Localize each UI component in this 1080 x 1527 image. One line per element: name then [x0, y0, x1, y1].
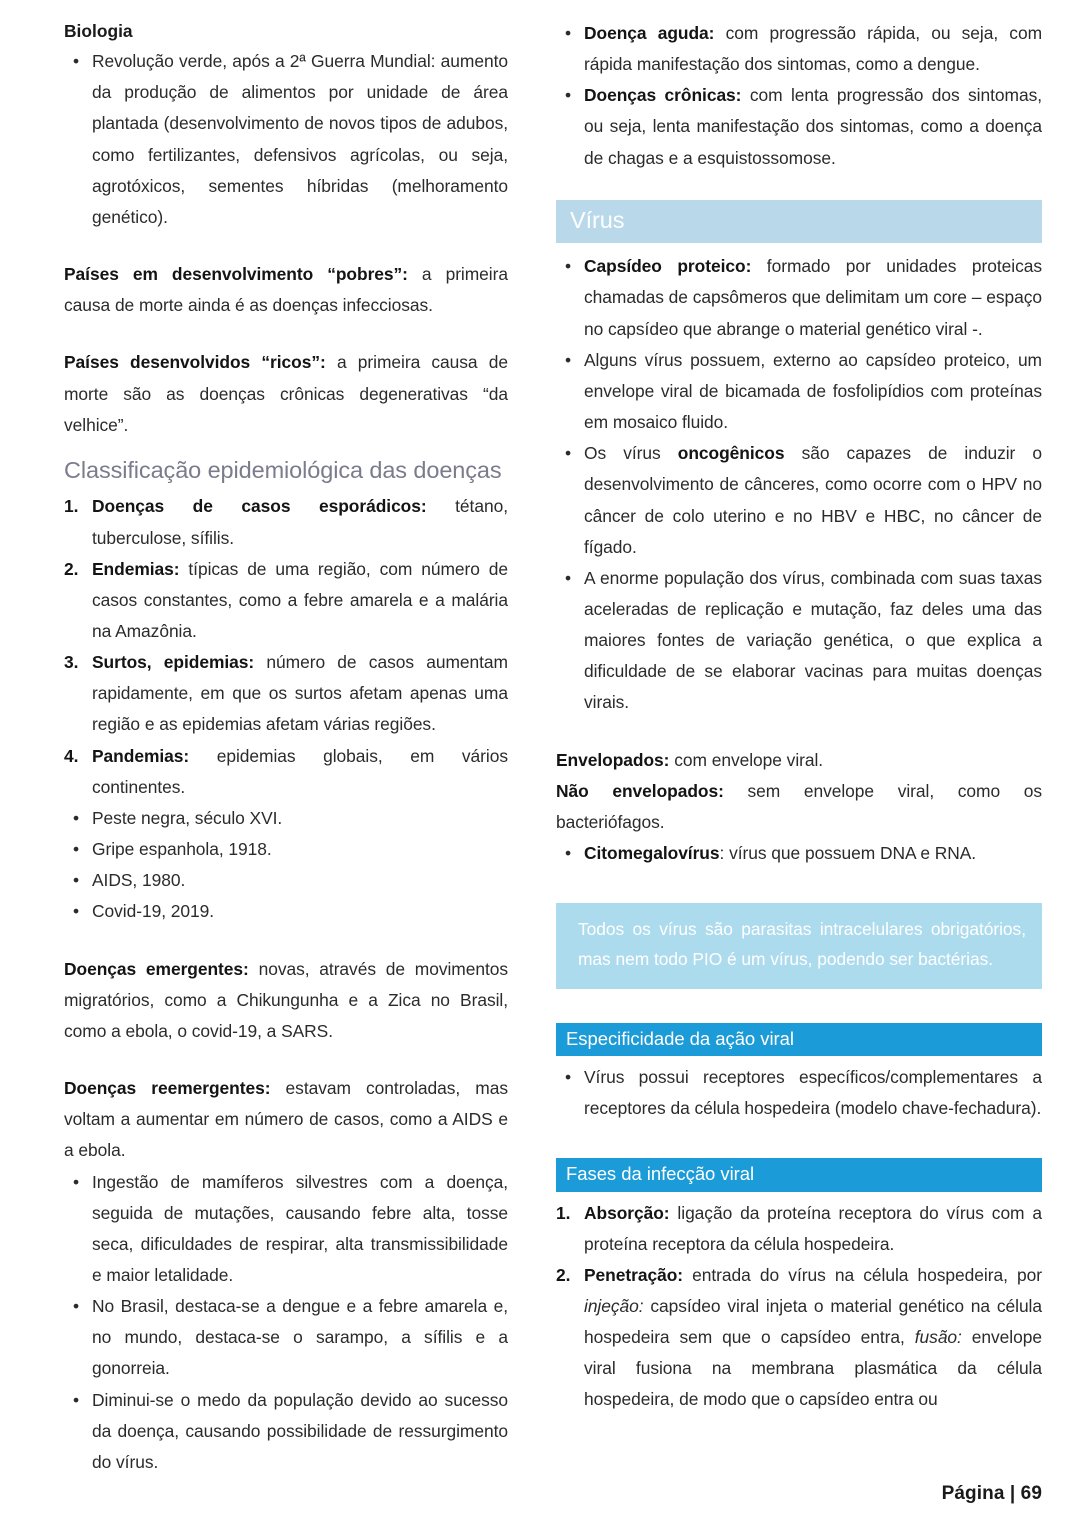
nonenveloped-paragraph: [556, 776, 1042, 838]
spacer: [556, 1124, 1042, 1158]
item-number: 3.: [64, 652, 79, 673]
specificity-text: Vírus possui receptores específicos/complementares a receptores da célula hospedeira (modelo chave-fechadura).: [584, 1067, 1042, 1119]
phase-italic-fusao: fusão:: [914, 1327, 962, 1348]
item-text: epidemias globais, em vários continentes.: [92, 745, 508, 797]
spacer: [556, 719, 1042, 745]
bullet-glyph: •: [73, 807, 80, 828]
spacer: [556, 174, 1042, 200]
reemerging-text: estavam controladas, mas voltam a aumentar em número de casos, como a AIDS e a ebola.: [64, 1078, 508, 1161]
oncogenic-bullet: [556, 438, 1042, 563]
acute-label: Doença aguda:: [584, 23, 715, 43]
green-revolution-bullet: [64, 46, 508, 233]
bullet-glyph: •: [565, 567, 572, 588]
bullet-glyph: •: [73, 901, 80, 922]
phase-item-1: [556, 1198, 1042, 1260]
reemerging-bullet-text: Ingestão de mamíferos silvestres com a doença, seguida de mutações, causando febre alta, tosse seca, dificuldades de respirar, alta transmissibilidade e maior letalidade.: [92, 1171, 508, 1285]
poor-countries-paragraph: [64, 259, 508, 321]
item-label: Pandemias:: [92, 745, 190, 766]
bullet-glyph: •: [73, 1389, 80, 1410]
virus-section-banner: Vírus: [556, 200, 1042, 243]
virus-callout-box: Todos os vírus são parasitas intracelulares obrigatórios, mas nem todo PIO é um vírus, podendo ser bactérias.: [556, 903, 1042, 989]
bullet-glyph: •: [565, 843, 572, 864]
classification-item-4: [64, 741, 508, 803]
rich-countries-paragraph: [64, 347, 508, 440]
item-text: número de casos aumentam rapidamente, em que os surtos afetam apenas uma região e as epidemias afetam várias regiões.: [92, 652, 508, 735]
specificity-bullet: [556, 1062, 1042, 1124]
reemerging-bullet-text: No Brasil, destaca-se a dengue e a febre amarela e, no mundo, destaca-se o sarampo, a sífilis e a gonorreia.: [92, 1296, 508, 1379]
cmv-bullet: [556, 838, 1042, 869]
capsid-text: formado por unidades proteicas chamadas de capsômeros que delimitam um core – espaço no capsídeo que abrange o material genético viral -.: [584, 256, 1042, 339]
enveloped-text: com envelope viral.: [669, 749, 824, 770]
spacer: [556, 989, 1042, 1023]
pandemic-bullet-2: [64, 834, 508, 865]
pandemic-bullet-text: Covid-19, 2019.: [92, 901, 215, 922]
phase-number: 2.: [556, 1264, 571, 1285]
oncogenic-post: são capazes de induzir o desenvolvimento de cânceres, como ocorre com o HPV no câncer de colo uterino e no HBV e HBC, no câncer de fígado.: [584, 443, 1042, 557]
spacer: [556, 243, 1042, 251]
cmv-label: Citomegalovírus: [584, 843, 720, 864]
poor-countries-label: Países em desenvolvimento “pobres”:: [64, 264, 408, 285]
bullet-glyph: •: [73, 870, 80, 891]
nonenveloped-label: Não envelopados:: [556, 780, 724, 801]
reemerging-bullet-text: Diminui-se o medo da população devido ao sucesso da doença, causando possibilidade de ressurgimento do vírus.: [92, 1389, 508, 1472]
reemerging-bullet-2: [64, 1291, 508, 1384]
population-bullet: [556, 563, 1042, 719]
enveloped-paragraph: [556, 745, 1042, 776]
bullet-glyph: •: [565, 256, 572, 277]
item-label: Doenças de casos esporádicos:: [92, 496, 427, 517]
phase-text-c: envelope viral fusiona na membrana plasmática da célula hospedeira, de modo que o capsídeo entra ou: [584, 1327, 1042, 1410]
phase-text: ligação da proteína receptora do vírus com a proteína receptora da célula hospedeira.: [584, 1202, 1042, 1254]
chronic-disease-bullet: [556, 80, 1042, 173]
poor-countries-text: a primeira causa de morte ainda é as doenças infecciosas.: [64, 264, 508, 316]
bullet-glyph: •: [73, 1296, 80, 1317]
pandemic-bullet-text: Gripe espanhola, 1918.: [92, 839, 272, 860]
classification-item-3: [64, 647, 508, 740]
spacer: [556, 869, 1042, 903]
item-text: típicas de uma região, com número de casos constantes, como a febre amarela e a malária na Amazônia.: [92, 558, 508, 641]
item-number: 2.: [64, 558, 79, 579]
cmv-text: : vírus que possuem DNA e RNA.: [719, 843, 977, 864]
green-revolution-text: Revolução verde, após a 2ª Guerra Mundial: aumento da produção de alimentos por unidade de área plantada (desenvolvimento de novos tipos de adubos, como fertilizantes, defensivos agrícolas, ou seja, agrotóxicos, sementes híbridas (melhoramento genético).: [92, 51, 508, 227]
nonenveloped-text: sem envelope viral, como os bacteriófagos.: [556, 780, 1043, 832]
pandemic-bullet-1: [64, 803, 508, 834]
pandemic-bullet-text: AIDS, 1980.: [92, 870, 186, 891]
item-label: Endemias:: [92, 558, 180, 579]
reemerging-bullet-3: [64, 1385, 508, 1478]
chronic-label: Doenças crônicas:: [584, 85, 742, 106]
envelope-bullet: [556, 345, 1042, 438]
pandemic-bullet-4: [64, 896, 508, 927]
oncogenic-keyword: oncogênicos: [677, 443, 785, 464]
pandemic-bullet-text: Peste negra, século XVI.: [92, 807, 283, 828]
spacer: [64, 233, 508, 259]
phase-italic-injecao: injeção:: [584, 1295, 644, 1316]
spacer: [64, 321, 508, 347]
capsid-bullet: [556, 251, 1042, 344]
acute-disease-bullet: [556, 18, 1042, 80]
emerging-label: Doenças emergentes:: [64, 958, 249, 979]
bullet-glyph: •: [565, 85, 572, 106]
two-column-layout: [64, 18, 1042, 1478]
phase-label: Absorção:: [584, 1202, 670, 1223]
phase-label: Penetração:: [584, 1264, 684, 1285]
bullet-glyph: •: [73, 51, 80, 72]
bullet-glyph: •: [73, 839, 80, 860]
chronic-text: com lenta progressão dos sintomas, ou seja, lenta manifestação dos sintomas, como a doença de chagas e a esquistossomose.: [584, 85, 1042, 168]
pandemic-bullet-3: [64, 865, 508, 896]
page-number-footer: Página | 69: [941, 1483, 1042, 1504]
spacer: [64, 928, 508, 954]
phase-text-a: entrada do vírus na célula hospedeira, por: [683, 1264, 1042, 1285]
spacer: [64, 1047, 508, 1073]
emerging-diseases-paragraph: [64, 954, 508, 1047]
bullet-glyph: •: [565, 23, 572, 43]
subject-label: Biologia: [64, 21, 133, 41]
phases-section-banner: Fases da infecção viral: [556, 1158, 1042, 1191]
classification-item-2: [64, 554, 508, 647]
item-number: 4.: [64, 745, 79, 766]
classification-heading: Classificação epidemiológica das doenças: [64, 456, 502, 483]
phase-item-2: [556, 1260, 1042, 1416]
bullet-glyph: •: [565, 443, 572, 464]
bullet-glyph: •: [565, 349, 572, 370]
rich-countries-label: Países desenvolvidos “ricos”:: [64, 352, 326, 373]
item-text: tétano, tuberculose, sífilis.: [92, 496, 508, 548]
envelope-text: Alguns vírus possuem, externo ao capsídeo proteico, um envelope viral de bicamada de fosfolipídios com proteínas em mosaico fluido.: [584, 349, 1042, 433]
classification-item-1: [64, 491, 508, 553]
emerging-text: novas, através de movimentos migratórios, como a Chikungunha e a Zica no Brasil, como a ebola, o covid-19, a SARS.: [64, 958, 509, 1041]
bullet-glyph: •: [565, 1067, 572, 1088]
reemerging-diseases-paragraph: [64, 1073, 508, 1166]
item-label: Surtos, epidemias:: [92, 652, 255, 673]
specificity-section-banner: Especificidade da ação viral: [556, 1023, 1042, 1056]
item-number: 1.: [64, 496, 79, 517]
rich-countries-text: a primeira causa de morte são as doenças crônicas degenerativas “da velhice”.: [64, 352, 509, 435]
phase-number: 1.: [556, 1202, 571, 1223]
right-column: [556, 18, 1042, 1416]
bullet-glyph: •: [73, 1171, 80, 1192]
population-text: A enorme população dos vírus, combinada com suas taxas aceleradas de replicação e mutação, faz deles uma das maiores fontes de variação genética, o que explica a dificuldade de se elaborar vacinas para muitas doenças virais.: [584, 567, 1042, 713]
reemerging-bullet-1: [64, 1167, 508, 1292]
phase-text-b: capsídeo viral injeta o material genético na célula hospedeira sem que o capsídeo entra,: [584, 1295, 1042, 1348]
oncogenic-pre: Os vírus: [584, 443, 678, 464]
enveloped-label: Envelopados:: [556, 749, 670, 770]
acute-text: com progressão rápida, ou seja, com rápida manifestação dos sintomas, como a dengue.: [584, 23, 1042, 75]
capsid-label: Capsídeo proteico:: [584, 256, 752, 277]
left-column: [64, 18, 508, 1478]
reemerging-label: Doenças reemergentes:: [64, 1078, 271, 1099]
